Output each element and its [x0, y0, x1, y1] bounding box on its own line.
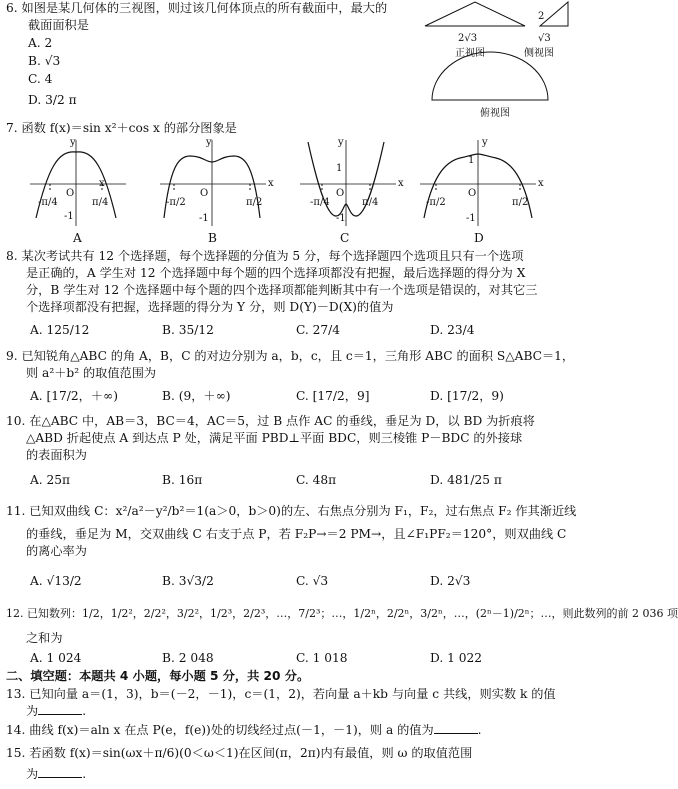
q6-stem-line2: 截面面积是 — [28, 18, 89, 32]
q11-option-b: B. 3√3/2 — [162, 574, 214, 588]
q14-answer-blank[interactable] — [434, 733, 478, 734]
q7-b-x-label: x — [268, 178, 274, 189]
q7-b-neg-one: -1 — [199, 213, 209, 224]
q8-option-c: C. 27/4 — [296, 323, 341, 337]
q6-option-b: B. √3 — [28, 54, 61, 68]
q10-line3: 的表面积为 — [26, 448, 87, 462]
q11-line1: 11. 已知双曲线 C：x²/a²－y²/b²＝1(a＞0，b＞0)的左、右焦点分别为 F₁，F₂，过右焦点 F₂ 作其渐近线 — [6, 504, 577, 518]
q7-a-y-label: y — [70, 137, 76, 148]
q9-option-d: D. [17/2，9) — [430, 389, 504, 403]
section-2-heading: 二、填空题：本题共 4 小题，每小题 5 分，共 20 分。 — [6, 669, 310, 683]
q7-b-neg-half: -π/2 — [166, 197, 186, 208]
q7-d-y-label: y — [482, 137, 488, 148]
q7-a-origin: O — [66, 188, 75, 199]
q7-graph-c — [300, 138, 400, 230]
q13-line2-text: 为 — [26, 704, 39, 718]
q8-option-b: B. 35/12 — [162, 323, 214, 337]
q7-d-neg-half: -π/2 — [426, 197, 446, 208]
q9-option-c: C. [17/2，9] — [296, 389, 370, 403]
q13-line2: 为 . — [26, 704, 87, 718]
q10-option-b: B. 16π — [162, 473, 203, 487]
q8-line2: 是正确的，A 学生对 12 个选择题中每个题的四个选择项都没有把握，最后选择题的得分为 X — [26, 266, 526, 280]
q11-line2: 的垂线，垂足为 M，交双曲线 C 右支于点 P，若 F₂P→＝2 PM→，且∠F₁PF₂＝120°，则双曲线 C — [26, 527, 567, 541]
q7-b-origin: O — [200, 188, 209, 199]
q9-option-b: B. (9，＋∞) — [162, 389, 231, 403]
q10-option-d: D. 481/25 π — [430, 473, 502, 487]
q11-option-d: D. 2√3 — [430, 574, 471, 588]
q8-line1: 8. 某次考试共有 12 个选择题，每个选择题的分值为 5 分，每个选择题四个选项且只有一个选项 — [6, 249, 524, 263]
q10-line2: △ABD 折起使点 A 到达点 P 处，满足平面 PBD⊥平面 BDC，则三棱锥 P－BDC 的外接球 — [26, 431, 523, 445]
q7-stem: 7. 函数 f(x)＝sin x²＋cos x 的部分图象是 — [6, 121, 237, 135]
q7-c-y-label: y — [338, 137, 344, 148]
q12-line2: 之和为 — [26, 631, 63, 645]
q7-b-pos-half: π/2 — [246, 197, 263, 208]
q7-label-a: A — [73, 231, 82, 245]
q14-line: 14. 曲线 f(x)＝aln x 在点 P(e，f(e))处的切线经过点(－1，－1)，则 a 的值为 . — [6, 723, 482, 737]
q14-text: 14. 曲线 f(x)＝aln x 在点 P(e，f(e))处的切线经过点(－1，－1)，则 a 的值为 — [6, 723, 434, 737]
q7-graph-d — [420, 138, 540, 230]
q12-option-c: C. 1 018 — [296, 651, 348, 665]
q7-d-x-label: x — [538, 178, 544, 189]
q11-option-c: C. √3 — [296, 574, 329, 588]
q10-option-a: A. 25π — [30, 473, 71, 487]
q6-option-d: D. 3/2 π — [28, 93, 77, 107]
q6-side-view-label: 侧视图 — [524, 48, 554, 59]
q7-c-x-label: x — [398, 178, 404, 189]
q8-option-a: A. 125/12 — [30, 323, 90, 337]
q12-option-b: B. 2 048 — [162, 651, 214, 665]
q6-side-dim-bottom: √3 — [538, 33, 551, 44]
q6-top-view-label: 俯视图 — [480, 108, 510, 119]
q8-line3: 分，B 学生对 12 个选择题中每个题的四个选择项都能判断其中有一个选项是错误的，对其它三 — [26, 283, 538, 297]
q9-line2: 则 a²＋b² 的取值范围为 — [26, 366, 157, 380]
q6-front-view-label: 正视图 — [455, 48, 485, 59]
q15-answer-blank[interactable] — [38, 777, 82, 778]
q6-option-c: C. 4 — [28, 72, 53, 86]
q8-option-d: D. 23/4 — [430, 323, 475, 337]
q6-stem-line1: 6. 如图是某几何体的三视图，则过该几何体顶点的所有截面中，最大的 — [6, 1, 388, 15]
q7-d-one: 1 — [468, 155, 475, 166]
q7-label-d: D — [474, 231, 484, 245]
q6-side-dim-top: 2 — [538, 11, 545, 22]
q7-c-neg-one: -1 — [336, 213, 346, 224]
q13-answer-blank[interactable] — [38, 714, 82, 715]
q15-line2: 为 . — [26, 767, 87, 781]
q12-line1: 12. 已知数列：1/2，1/2²，2/2²，3/2²，1/2³，2/2³，…，7/2³；…，1/2ⁿ，2/2ⁿ，3/2ⁿ，…，(2ⁿ－1)/2ⁿ；…，则此数列的前 2 036 项 — [6, 607, 678, 620]
q13-line1: 13. 已知向量 a＝(1，3)，b＝(－2，－1)，c＝(1，2)，若向量 a＋kb 与向量 c 共线，则实数 k 的值 — [6, 687, 556, 701]
q7-label-b: B — [208, 231, 217, 245]
q7-graph-b — [160, 138, 270, 230]
q7-a-neg-quarter: -π/4 — [38, 197, 58, 208]
q6-front-dim: 2√3 — [458, 33, 478, 44]
q6-option-a: A. 2 — [28, 36, 53, 50]
q12-option-d: D. 1 022 — [430, 651, 482, 665]
q7-label-c: C — [340, 231, 350, 245]
q15-line2-text: 为 — [26, 767, 39, 781]
q12-option-a: A. 1 024 — [30, 651, 82, 665]
q7-a-pos-quarter: π/4 — [92, 197, 109, 208]
q8-line4: 个选择项都没有把握，选择题的得分为 Y 分，则 D(Y)－D(X)的值为 — [26, 300, 394, 314]
q7-d-pos-half: π/2 — [512, 197, 529, 208]
q7-c-pos-quarter: π/4 — [362, 197, 379, 208]
q7-graph-a — [30, 138, 130, 230]
q7-b-y-label: y — [206, 137, 212, 148]
q15-line1: 15. 若函数 f(x)＝sin(ωx＋π/6)(0＜ω＜1)在区间(π，2π)内有最值，则 ω 的取值范围 — [6, 746, 473, 760]
q10-option-c: C. 48π — [296, 473, 337, 487]
q7-a-neg-one: -1 — [64, 211, 74, 222]
q10-line1: 10. 在△ABC 中，AB＝3，BC＝4，AC＝5，过 B 点作 AC 的垂线，垂足为 D，以 BD 为折痕将 — [6, 414, 535, 428]
q9-line1: 9. 已知锐角△ABC 的角 A，B，C 的对边分别为 a，b，c，且 c＝1，三角形 ABC 的面积 S△ABC＝1， — [6, 349, 575, 363]
q11-option-a: A. √13/2 — [30, 574, 82, 588]
q7-c-neg-quarter: -π/4 — [310, 197, 330, 208]
q9-option-a: A. [17/2，＋∞) — [30, 389, 118, 403]
q11-line3: 的离心率为 — [26, 544, 87, 558]
front-view-triangle — [425, 2, 525, 26]
q7-a-x-label: x — [99, 178, 105, 189]
q7-d-origin: O — [468, 188, 477, 199]
q7-c-origin: O — [336, 188, 345, 199]
q7-c-one: 1 — [336, 163, 343, 174]
q7-d-neg-one: -1 — [466, 213, 476, 224]
